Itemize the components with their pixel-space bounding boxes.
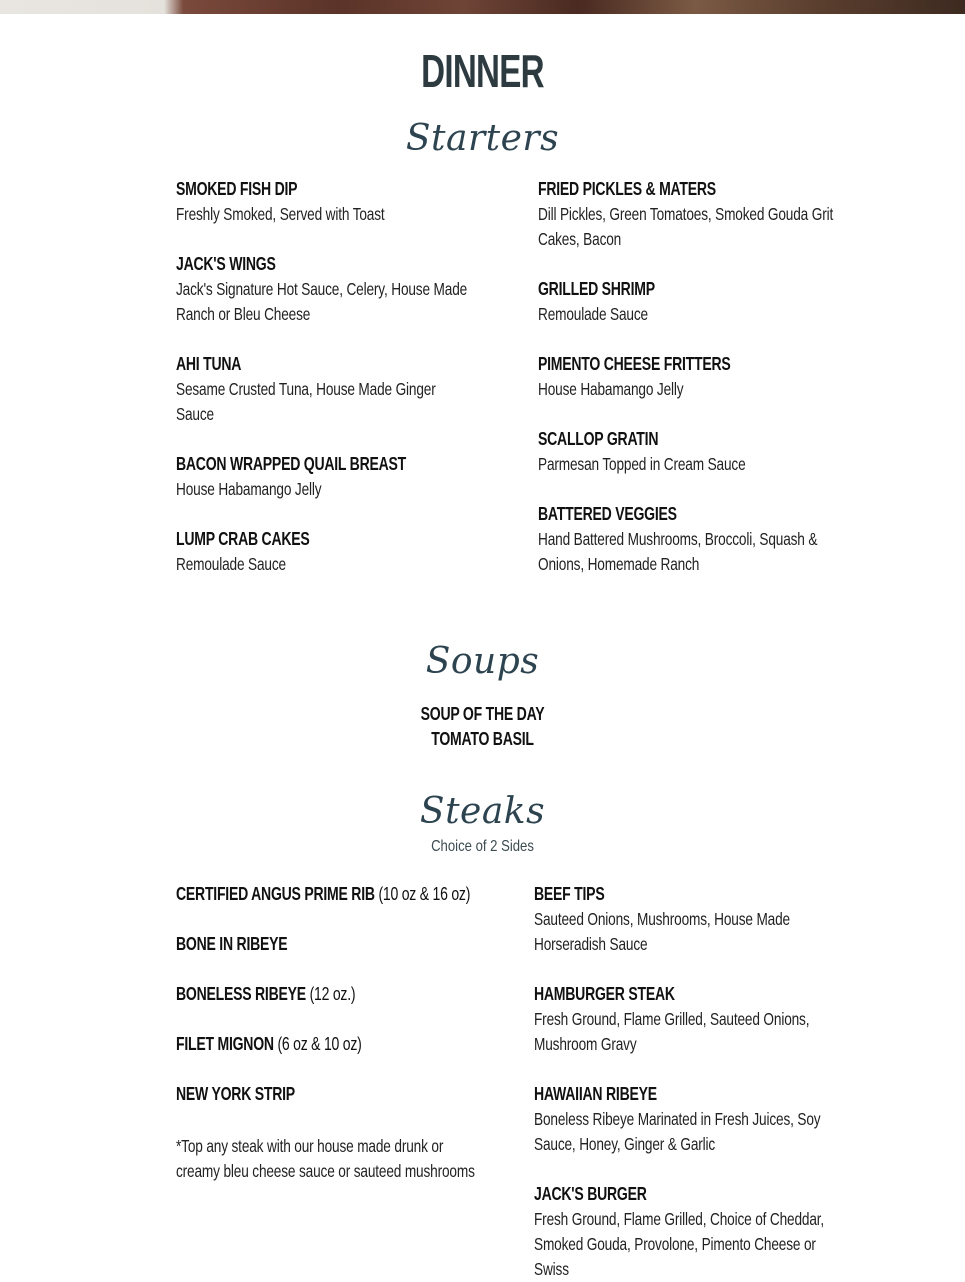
item-description: Dill Pickles, Green Tomatoes, Smoked Gouda Grit Cakes, Bacon (538, 204, 834, 249)
item-name: PIMENTO CHEESE FRITTERS (538, 354, 731, 374)
item-name (176, 882, 471, 907)
menu-item (534, 882, 864, 957)
item-description: Jack's Signature Hot Sauce, Celery, House Made Ranch or Bleu Cheese (176, 279, 468, 324)
menu-item (176, 1032, 506, 1057)
item-description: Remoulade Sauce (538, 304, 648, 324)
item-size: (12 oz.) (309, 984, 356, 1004)
item-name-text: NEW YORK STRIP (176, 1084, 295, 1104)
menu-item (176, 452, 506, 502)
item-description: Sauteed Onions, Mushrooms, House Made Horseradish Sauce (534, 909, 790, 954)
item-description: House Habamango Jelly (176, 479, 322, 499)
item-name: BACON WRAPPED QUAIL BREAST (176, 454, 407, 474)
menu-item (176, 352, 506, 427)
item-name (176, 1032, 433, 1057)
item-name (176, 932, 433, 957)
item-name: AHI TUNA (176, 354, 242, 374)
menu-item (176, 882, 506, 907)
page-title: DINNER (421, 45, 544, 97)
item-name: SMOKED FISH DIP (176, 179, 298, 199)
item-name: LUMP CRAB CAKES (176, 529, 310, 549)
item-description: House Habamango Jelly (538, 379, 684, 399)
item-name (176, 982, 433, 1007)
soup-item: TOMATO BASIL (431, 729, 534, 749)
item-description: Freshly Smoked, Served with Toast (176, 204, 385, 224)
menu-item (176, 252, 506, 327)
item-description: Sesame Crusted Tuna, House Made Ginger Sauce (176, 379, 436, 424)
item-name-text: BONELESS RIBEYE (176, 984, 306, 1004)
item-name (176, 1082, 433, 1107)
steak-topping-note: *Top any steak with our house made drunk or creamy bleu cheese sauce or sauteed mushrooms (176, 1136, 475, 1181)
item-name: GRILLED SHRIMP (538, 279, 655, 299)
menu-item (534, 1082, 864, 1157)
menu-item (176, 932, 506, 957)
item-name-text: CERTIFIED ANGUS PRIME RIB (176, 884, 375, 904)
item-description: Fresh Ground, Flame Grilled, Sauteed Onions, Mushroom Gravy (534, 1009, 810, 1054)
item-name: BATTERED VEGGIES (538, 504, 677, 524)
item-size: (6 oz & 10 oz) (277, 1034, 362, 1054)
menu-item (534, 1182, 864, 1282)
hero-image-strip (0, 0, 965, 14)
item-name: HAWAIIAN RIBEYE (534, 1084, 657, 1104)
item-name: FRIED PICKLES & MATERS (538, 179, 716, 199)
item-name-text: FILET MIGNON (176, 1034, 274, 1054)
item-name: BEEF TIPS (534, 884, 605, 904)
menu-item (538, 352, 868, 402)
menu-item (538, 277, 868, 327)
steaks-heading: Steaks (419, 791, 546, 832)
menu-item (538, 502, 868, 577)
item-name: JACK'S BURGER (534, 1184, 647, 1204)
menu-item (176, 177, 506, 227)
soup-item: SOUP OF THE DAY (420, 704, 545, 724)
item-description: Boneless Ribeye Marinated in Fresh Juices, Soy Sauce, Honey, Ginger & Garlic (534, 1109, 821, 1154)
item-size: (10 oz & 16 oz) (378, 884, 471, 904)
menu-item (538, 427, 868, 477)
item-description: Parmesan Topped in Cream Sauce (538, 454, 746, 474)
menu-item (176, 982, 506, 1007)
menu-item (534, 982, 864, 1057)
starters-heading: Starters (405, 118, 560, 159)
item-description: Fresh Ground, Flame Grilled, Choice of Cheddar, Smoked Gouda, Provolone, Pimento Cheese or Swiss (534, 1209, 825, 1279)
menu-item (538, 177, 868, 252)
item-description: Remoulade Sauce (176, 554, 286, 574)
menu-item (176, 527, 506, 577)
item-description: Hand Battered Mushrooms, Broccoli, Squash & Onions, Homemade Ranch (538, 529, 818, 574)
item-name: HAMBURGER STEAK (534, 984, 675, 1004)
steaks-subheading: Choice of 2 Sides (431, 838, 534, 855)
item-name-text: BONE IN RIBEYE (176, 934, 288, 954)
item-name: JACK'S WINGS (176, 254, 276, 274)
soups-heading: Soups (425, 641, 540, 682)
menu-item (176, 1082, 506, 1107)
item-name: SCALLOP GRATIN (538, 429, 659, 449)
